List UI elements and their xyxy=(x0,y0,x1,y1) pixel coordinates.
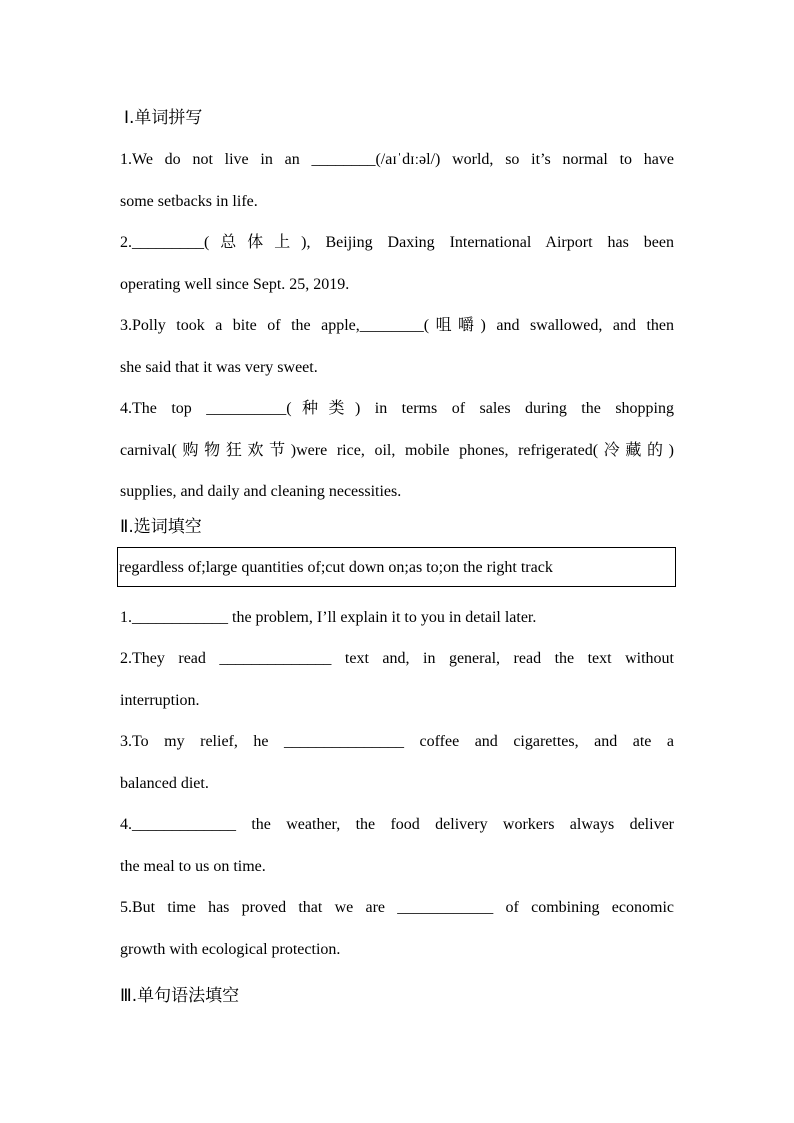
question-line: she said that it was very sweet. xyxy=(120,358,318,376)
question-line: 5.But time has proved that we are ____________ of combining economic xyxy=(120,899,674,916)
question-line: 3.To my relief, he _______________ coffee and cigarettes, and ate a xyxy=(120,733,674,750)
question-line: some setbacks in life. xyxy=(120,192,258,210)
s2-question-5 xyxy=(120,887,674,970)
section-3-heading: Ⅲ.单句语法填空 xyxy=(120,986,240,1006)
s1-question-1 xyxy=(120,139,674,222)
worksheet-content xyxy=(120,104,674,1010)
s2-question-2 xyxy=(120,638,674,721)
question-line: growth with ecological protection. xyxy=(120,940,341,958)
s2-question-3 xyxy=(120,721,674,804)
section-1-heading: Ⅰ.单词拼写 xyxy=(124,108,203,128)
question-line: carnival(购物狂欢节)were rice, oil, mobile phones, refrigerated(冷藏的) xyxy=(120,441,674,459)
s1-question-2 xyxy=(120,222,674,305)
question-line: 2._________(总体上), Beijing Daxing International Airport has been xyxy=(120,234,674,251)
question-line: 2.They read ______________ text and, in general, read the text without xyxy=(120,650,674,667)
s2-question-1 xyxy=(120,597,674,639)
s2-question-4 xyxy=(120,804,674,887)
s1-question-3 xyxy=(120,305,674,388)
question-line: operating well since Sept. 25, 2019. xyxy=(120,275,350,293)
question-line: supplies, and daily and cleaning necessities. xyxy=(120,483,402,500)
question-line: interruption. xyxy=(120,691,200,709)
question-line: balanced diet. xyxy=(120,774,209,792)
word-bank-box: regardless of;large quantities of;cut down on;as to;on the right track xyxy=(117,547,676,587)
question-line: 3.Polly took a bite of the apple,________(咀嚼) and swallowed, and then xyxy=(120,317,674,334)
question-line: 4._____________ the weather, the food delivery workers always deliver xyxy=(120,816,674,833)
s1-question-4 xyxy=(120,388,674,513)
section-2-heading: Ⅱ.选词填空 xyxy=(120,516,202,537)
question-line: the meal to us on time. xyxy=(120,857,266,875)
question-line: 1.We do not live in an ________(/aɪˈdɪːəl/) world, so it’s normal to have xyxy=(120,151,674,168)
question-line: 4.The top __________(种类) in terms of sales during the shopping xyxy=(120,400,674,417)
question-line: 1.____________ the problem, I’ll explain it to you in detail later. xyxy=(120,608,537,626)
